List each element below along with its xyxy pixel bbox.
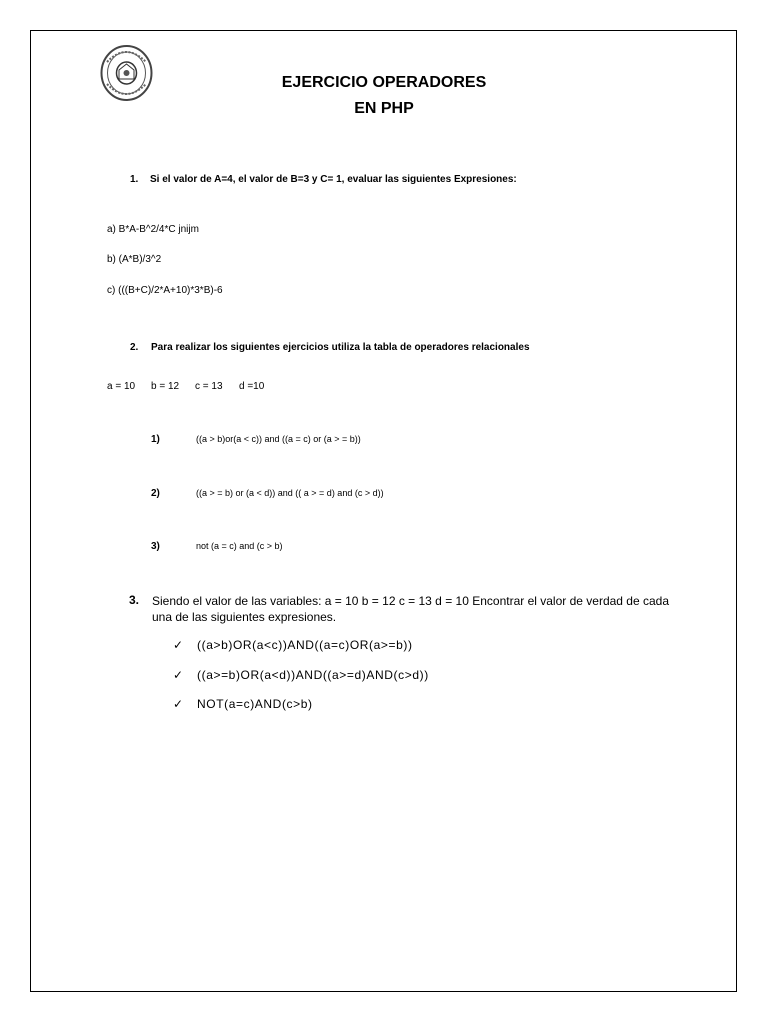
q3-number: 3.: [129, 593, 140, 607]
university-seal-logo: [99, 44, 154, 102]
q2-var-c: c = 13: [195, 381, 223, 392]
q2-item3-number: 3): [151, 541, 160, 552]
page-title-line1: EJERCICIO OPERADORES: [281, 74, 487, 91]
q2-item1-number: 1): [151, 434, 160, 445]
q1-item-a: a) B*A-B^2/4*C jnijm: [107, 224, 199, 235]
q2-number: 2.: [130, 342, 139, 353]
q3-item2-check-icon: ✓: [173, 668, 184, 682]
q3-item2-expression: ((a>=b)OR(a<d))AND((a>=d)AND(c>d)): [197, 668, 429, 682]
q2-var-b: b = 12: [151, 381, 180, 392]
q1-text: Si el valor de A=4, el valor de B=3 y C= 1, evaluar las siguientes Expresiones:: [150, 174, 517, 185]
q1-number: 1.: [130, 174, 139, 185]
page-title-line2: EN PHP: [354, 100, 414, 117]
q2-item3-expression: not (a = c) and (c > b): [196, 541, 283, 551]
q3-text: Siendo el valor de las variables: a = 10 b = 12 c = 13 d = 10 Encontrar el valor de verdad de cada una de las siguientes expresiones.: [152, 594, 670, 624]
q2-item2-number: 2): [151, 488, 160, 499]
q1-item-b: b) (A*B)/3^2: [107, 254, 162, 265]
q3-item1-check-icon: ✓: [173, 638, 184, 652]
q2-text: Para realizar los siguientes ejercicios utiliza la tabla de operadores relacionales: [151, 342, 530, 353]
q1-item-c: c) (((B+C)/2*A+10)*3*B)-6: [107, 285, 223, 296]
q3-item3-check-icon: ✓: [173, 697, 184, 711]
q3-item1-expression: ((a>b)OR(a<c))AND((a=c)OR(a>=b)): [197, 638, 413, 652]
q3-item3-expression: NOT(a=c)AND(c>b): [197, 697, 313, 711]
q2-item2-expression: ((a > = b) or (a < d)) and (( a > = d) and (c > d)): [196, 488, 384, 498]
q2-var-a: a = 10: [107, 381, 136, 392]
q2-var-d: d =10: [239, 381, 265, 392]
q2-item1-expression: ((a > b)or(a < c)) and ((a = c) or (a > = b)): [196, 434, 361, 444]
